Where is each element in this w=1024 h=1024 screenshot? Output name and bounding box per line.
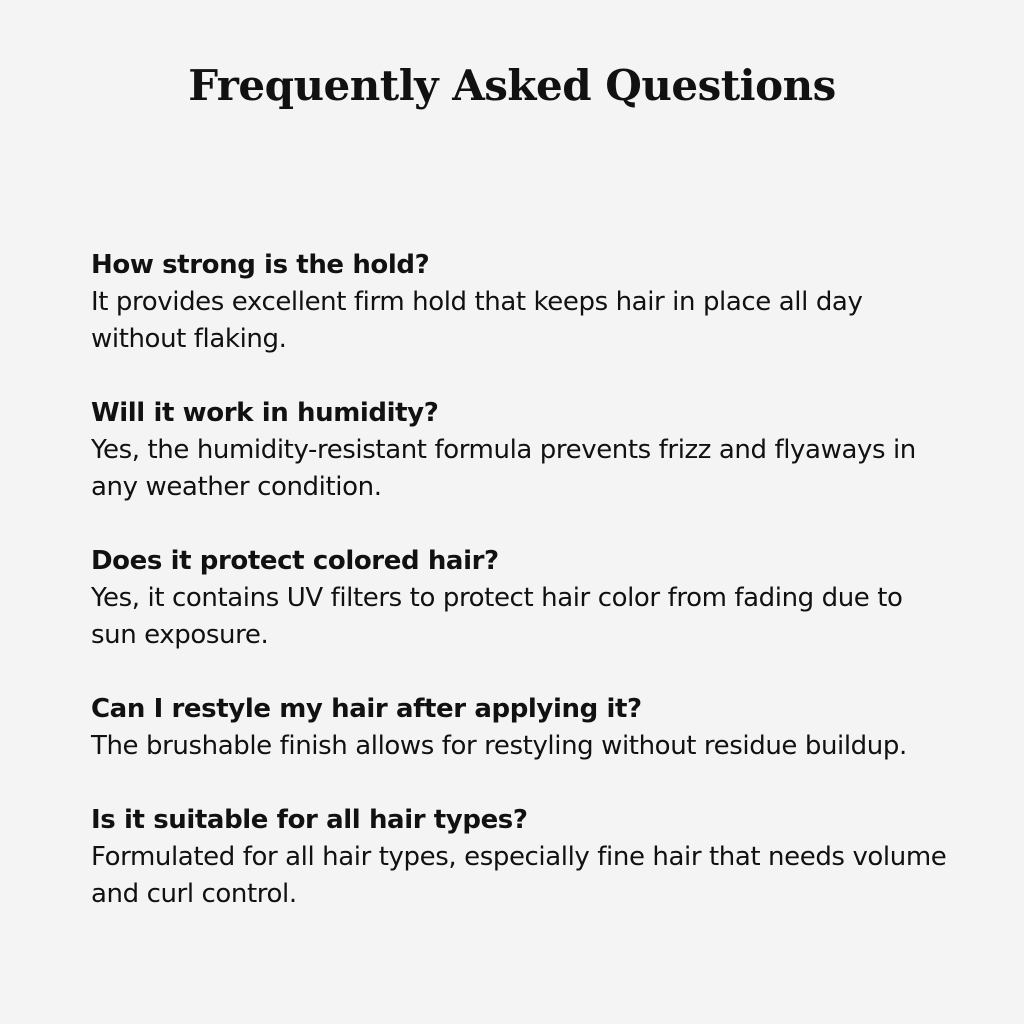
- faq-answer: Yes, it contains UV filters to protect hair color from fading due to sun exposure.: [91, 583, 903, 650]
- faq-answer: Formulated for all hair types, especially fine hair that needs volume and curl control.: [91, 842, 947, 909]
- faq-list: [91, 246, 951, 949]
- faq-question: Does it protect colored hair?: [91, 546, 499, 576]
- faq-item: [91, 690, 951, 765]
- faq-question: Will it work in humidity?: [91, 398, 439, 428]
- faq-answer: It provides excellent firm hold that keeps hair in place all day without flaking.: [91, 287, 863, 354]
- faq-answer: Yes, the humidity-resistant formula prevents frizz and flyaways in any weather condition.: [91, 435, 916, 502]
- faq-item: [91, 801, 951, 913]
- faq-question: Is it suitable for all hair types?: [91, 805, 528, 835]
- page-title: Frequently Asked Questions: [188, 61, 836, 110]
- faq-answer: The brushable finish allows for restyling without residue buildup.: [91, 731, 907, 761]
- faq-question: Can I restyle my hair after applying it?: [91, 694, 642, 724]
- faq-question: How strong is the hold?: [91, 250, 430, 280]
- faq-item: [91, 542, 951, 654]
- faq-item: [91, 246, 951, 358]
- faq-item: [91, 394, 951, 506]
